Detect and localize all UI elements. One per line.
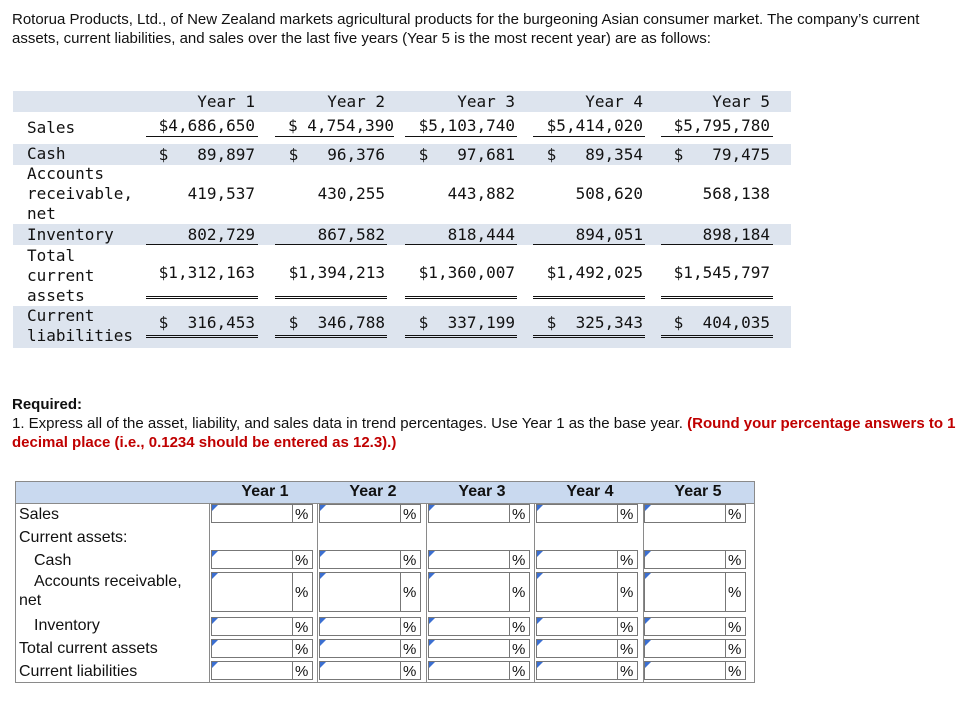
sales-year2-input[interactable] <box>319 504 401 523</box>
input-marker-icon <box>645 505 651 511</box>
cash-year1-input[interactable] <box>211 550 293 569</box>
total-current-assets-year2-input[interactable] <box>319 639 401 658</box>
percent-symbol: % <box>401 661 421 680</box>
row-label-sales: Sales <box>27 118 76 137</box>
col-header-year5: Year 5 <box>712 92 770 111</box>
row-label-cash: Cash <box>27 144 66 163</box>
inventory-year4-input[interactable] <box>536 617 618 636</box>
inventory-year1-input[interactable] <box>211 617 293 636</box>
cl-year5: $ 404,035 <box>673 313 770 332</box>
percent-symbol: % <box>510 661 530 680</box>
input-marker-icon <box>537 662 543 668</box>
percent-symbol: % <box>293 661 313 680</box>
percent-symbol: % <box>618 550 638 569</box>
input-marker-icon <box>429 618 435 624</box>
inventory-year5: 898,184 <box>702 225 770 244</box>
cash-year3-input[interactable] <box>428 550 510 569</box>
input-marker-icon <box>537 573 543 579</box>
input-marker-icon <box>429 640 435 646</box>
input-marker-icon <box>212 505 218 511</box>
sales-year5: $5,795,780 <box>673 116 770 135</box>
current-liabilities-year2-input[interactable] <box>319 661 401 680</box>
input-marker-icon <box>320 640 326 646</box>
cash-year2: $ 96,376 <box>288 145 385 164</box>
input-marker-icon <box>537 618 543 624</box>
cash-year4-input[interactable] <box>536 550 618 569</box>
percent-symbol: % <box>726 639 746 658</box>
header-band <box>13 91 791 112</box>
cl-year4: $ 325,343 <box>546 313 643 332</box>
cash-year4: $ 89,354 <box>546 145 643 164</box>
grid-label-current-assets: Current assets: <box>19 529 128 546</box>
input-marker-icon <box>537 505 543 511</box>
input-marker-icon <box>645 573 651 579</box>
col-header-year1: Year 1 <box>197 92 255 111</box>
percent-symbol: % <box>618 639 638 658</box>
percent-symbol: % <box>618 572 638 612</box>
total-current-assets-year5-input[interactable] <box>644 639 726 658</box>
sales-year1: $4,686,650 <box>158 116 255 135</box>
col-header-year3: Year 3 <box>457 92 515 111</box>
total-current-assets-year3-input[interactable] <box>428 639 510 658</box>
ar-year2: 430,255 <box>317 184 385 203</box>
percent-symbol: % <box>726 504 746 523</box>
accounts-receivable-year1-input[interactable] <box>211 572 293 612</box>
rounding-note: (Round your percentage answers to 1 decimal place (i.e., 0.1234 should be entered as 12.3).) <box>12 415 956 451</box>
percent-symbol: % <box>293 639 313 658</box>
current-liabilities-year1-input[interactable] <box>211 661 293 680</box>
input-marker-icon <box>429 662 435 668</box>
percent-symbol: % <box>618 504 638 523</box>
intro-paragraph: Rotorua Products, Ltd., of New Zealand markets agricultural products for the burgeoning Asian consumer market. The company’s current assets, current liabilities, and sales over the last five years (Year 5 is the most recent year) are as follows: <box>12 11 920 47</box>
tca-year1: $1,312,163 <box>158 263 255 282</box>
grid-header-year4: Year 4 <box>566 483 614 500</box>
sales-year4-input[interactable] <box>536 504 618 523</box>
ar-year3: 443,882 <box>447 184 515 203</box>
current-liabilities-year3-input[interactable] <box>428 661 510 680</box>
cl-year2: $ 346,788 <box>288 313 385 332</box>
sales-year1-input[interactable] <box>211 504 293 523</box>
percent-symbol: % <box>293 550 313 569</box>
grid-header-year2: Year 2 <box>349 483 397 500</box>
input-marker-icon <box>537 551 543 557</box>
inventory-year4: 894,051 <box>575 225 643 244</box>
input-marker-icon <box>537 640 543 646</box>
row-label-inventory: Inventory <box>27 225 114 244</box>
tca-year5: $1,545,797 <box>673 263 770 282</box>
percent-symbol: % <box>401 550 421 569</box>
percent-symbol: % <box>510 617 530 636</box>
input-marker-icon <box>429 573 435 579</box>
cash-year3: $ 97,681 <box>418 145 515 164</box>
grid-label-total-current-assets: Total current assets <box>19 640 158 657</box>
percent-symbol: % <box>726 617 746 636</box>
grid-header-year1: Year 1 <box>241 483 289 500</box>
required-instruction: 1. Express all of the asset, liability, and sales data in trend percentages. Use Year 1 as the base year. <box>12 415 683 432</box>
percent-symbol: % <box>618 617 638 636</box>
input-marker-icon <box>212 662 218 668</box>
input-marker-icon <box>320 573 326 579</box>
tca-year2: $1,394,213 <box>288 263 385 282</box>
percent-symbol: % <box>401 639 421 658</box>
input-marker-icon <box>212 618 218 624</box>
row-label-total-current-assets: Total current assets <box>27 246 95 305</box>
input-marker-icon <box>212 640 218 646</box>
percent-symbol: % <box>293 504 313 523</box>
input-marker-icon <box>212 551 218 557</box>
percent-symbol: % <box>510 504 530 523</box>
ar-year4: 508,620 <box>575 184 643 203</box>
ar-year1: 419,537 <box>187 184 255 203</box>
input-marker-icon <box>320 662 326 668</box>
grid-header-year5: Year 5 <box>674 483 722 500</box>
required-section <box>12 395 957 452</box>
percent-symbol: % <box>510 639 530 658</box>
grid-header-year3: Year 3 <box>458 483 506 500</box>
cash-year1: $ 89,897 <box>158 145 255 164</box>
accounts-receivable-year5-input[interactable] <box>644 572 726 612</box>
current-liabilities-year5-input[interactable] <box>644 661 726 680</box>
inventory-year3-input[interactable] <box>428 617 510 636</box>
grid-label-sales: Sales <box>19 506 60 523</box>
inventory-year5-input[interactable] <box>644 617 726 636</box>
inventory-year2-input[interactable] <box>319 617 401 636</box>
col-header-year4: Year 4 <box>585 92 643 111</box>
sales-year2: $ 4,754,390 <box>288 116 394 135</box>
input-marker-icon <box>645 662 651 668</box>
current-liabilities-year4-input[interactable] <box>536 661 618 680</box>
input-marker-icon <box>429 551 435 557</box>
percent-symbol: % <box>293 617 313 636</box>
sales-year3: $5,103,740 <box>418 116 515 135</box>
tca-year3: $1,360,007 <box>418 263 515 282</box>
grid-label-current-liabilities: Current liabilities <box>19 663 138 680</box>
input-marker-icon <box>320 618 326 624</box>
input-marker-icon <box>212 573 218 579</box>
percent-symbol: % <box>618 661 638 680</box>
percent-symbol: % <box>401 504 421 523</box>
percent-symbol: % <box>510 550 530 569</box>
tca-year4: $1,492,025 <box>546 263 643 282</box>
percent-symbol: % <box>510 572 530 612</box>
row-label-current-liabilities: Current liabilities <box>27 306 133 345</box>
total-current-assets-year1-input[interactable] <box>211 639 293 658</box>
cl-year1: $ 316,453 <box>158 313 255 332</box>
input-marker-icon <box>645 551 651 557</box>
sales-year5-input[interactable] <box>644 504 726 523</box>
accounts-receivable-year3-input[interactable] <box>428 572 510 612</box>
input-marker-icon <box>320 505 326 511</box>
grid-label-cash: Cash <box>34 552 72 569</box>
input-marker-icon <box>645 640 651 646</box>
cash-year2-input[interactable] <box>319 550 401 569</box>
sales-year4: $5,414,020 <box>546 116 643 135</box>
required-heading: Required: <box>12 396 83 413</box>
row-label-accounts-receivable: Accounts receivable, net <box>27 164 133 223</box>
percent-symbol: % <box>293 572 313 612</box>
total-current-assets-year4-input[interactable] <box>536 639 618 658</box>
input-marker-icon <box>429 505 435 511</box>
input-marker-icon <box>645 618 651 624</box>
input-marker-icon <box>320 551 326 557</box>
percent-symbol: % <box>726 661 746 680</box>
percent-symbol: % <box>401 572 421 612</box>
inventory-year3: 818,444 <box>447 225 515 244</box>
percent-symbol: % <box>401 617 421 636</box>
grid-label-accounts-receivable: Accounts receivable, net <box>19 573 182 609</box>
cash-year5-input[interactable] <box>644 550 726 569</box>
col-header-year2: Year 2 <box>327 92 385 111</box>
cash-year5: $ 79,475 <box>673 145 770 164</box>
accounts-receivable-year4-input[interactable] <box>536 572 618 612</box>
percent-symbol: % <box>726 572 746 612</box>
inventory-year1: 802,729 <box>187 225 255 244</box>
cl-year3: $ 337,199 <box>418 313 515 332</box>
grid-label-inventory: Inventory <box>34 617 100 634</box>
percent-symbol: % <box>726 550 746 569</box>
inventory-year2: 867,582 <box>317 225 385 244</box>
trend-percentage-grid <box>15 481 755 683</box>
accounts-receivable-year2-input[interactable] <box>319 572 401 612</box>
ar-year5: 568,138 <box>702 184 770 203</box>
sales-year3-input[interactable] <box>428 504 510 523</box>
